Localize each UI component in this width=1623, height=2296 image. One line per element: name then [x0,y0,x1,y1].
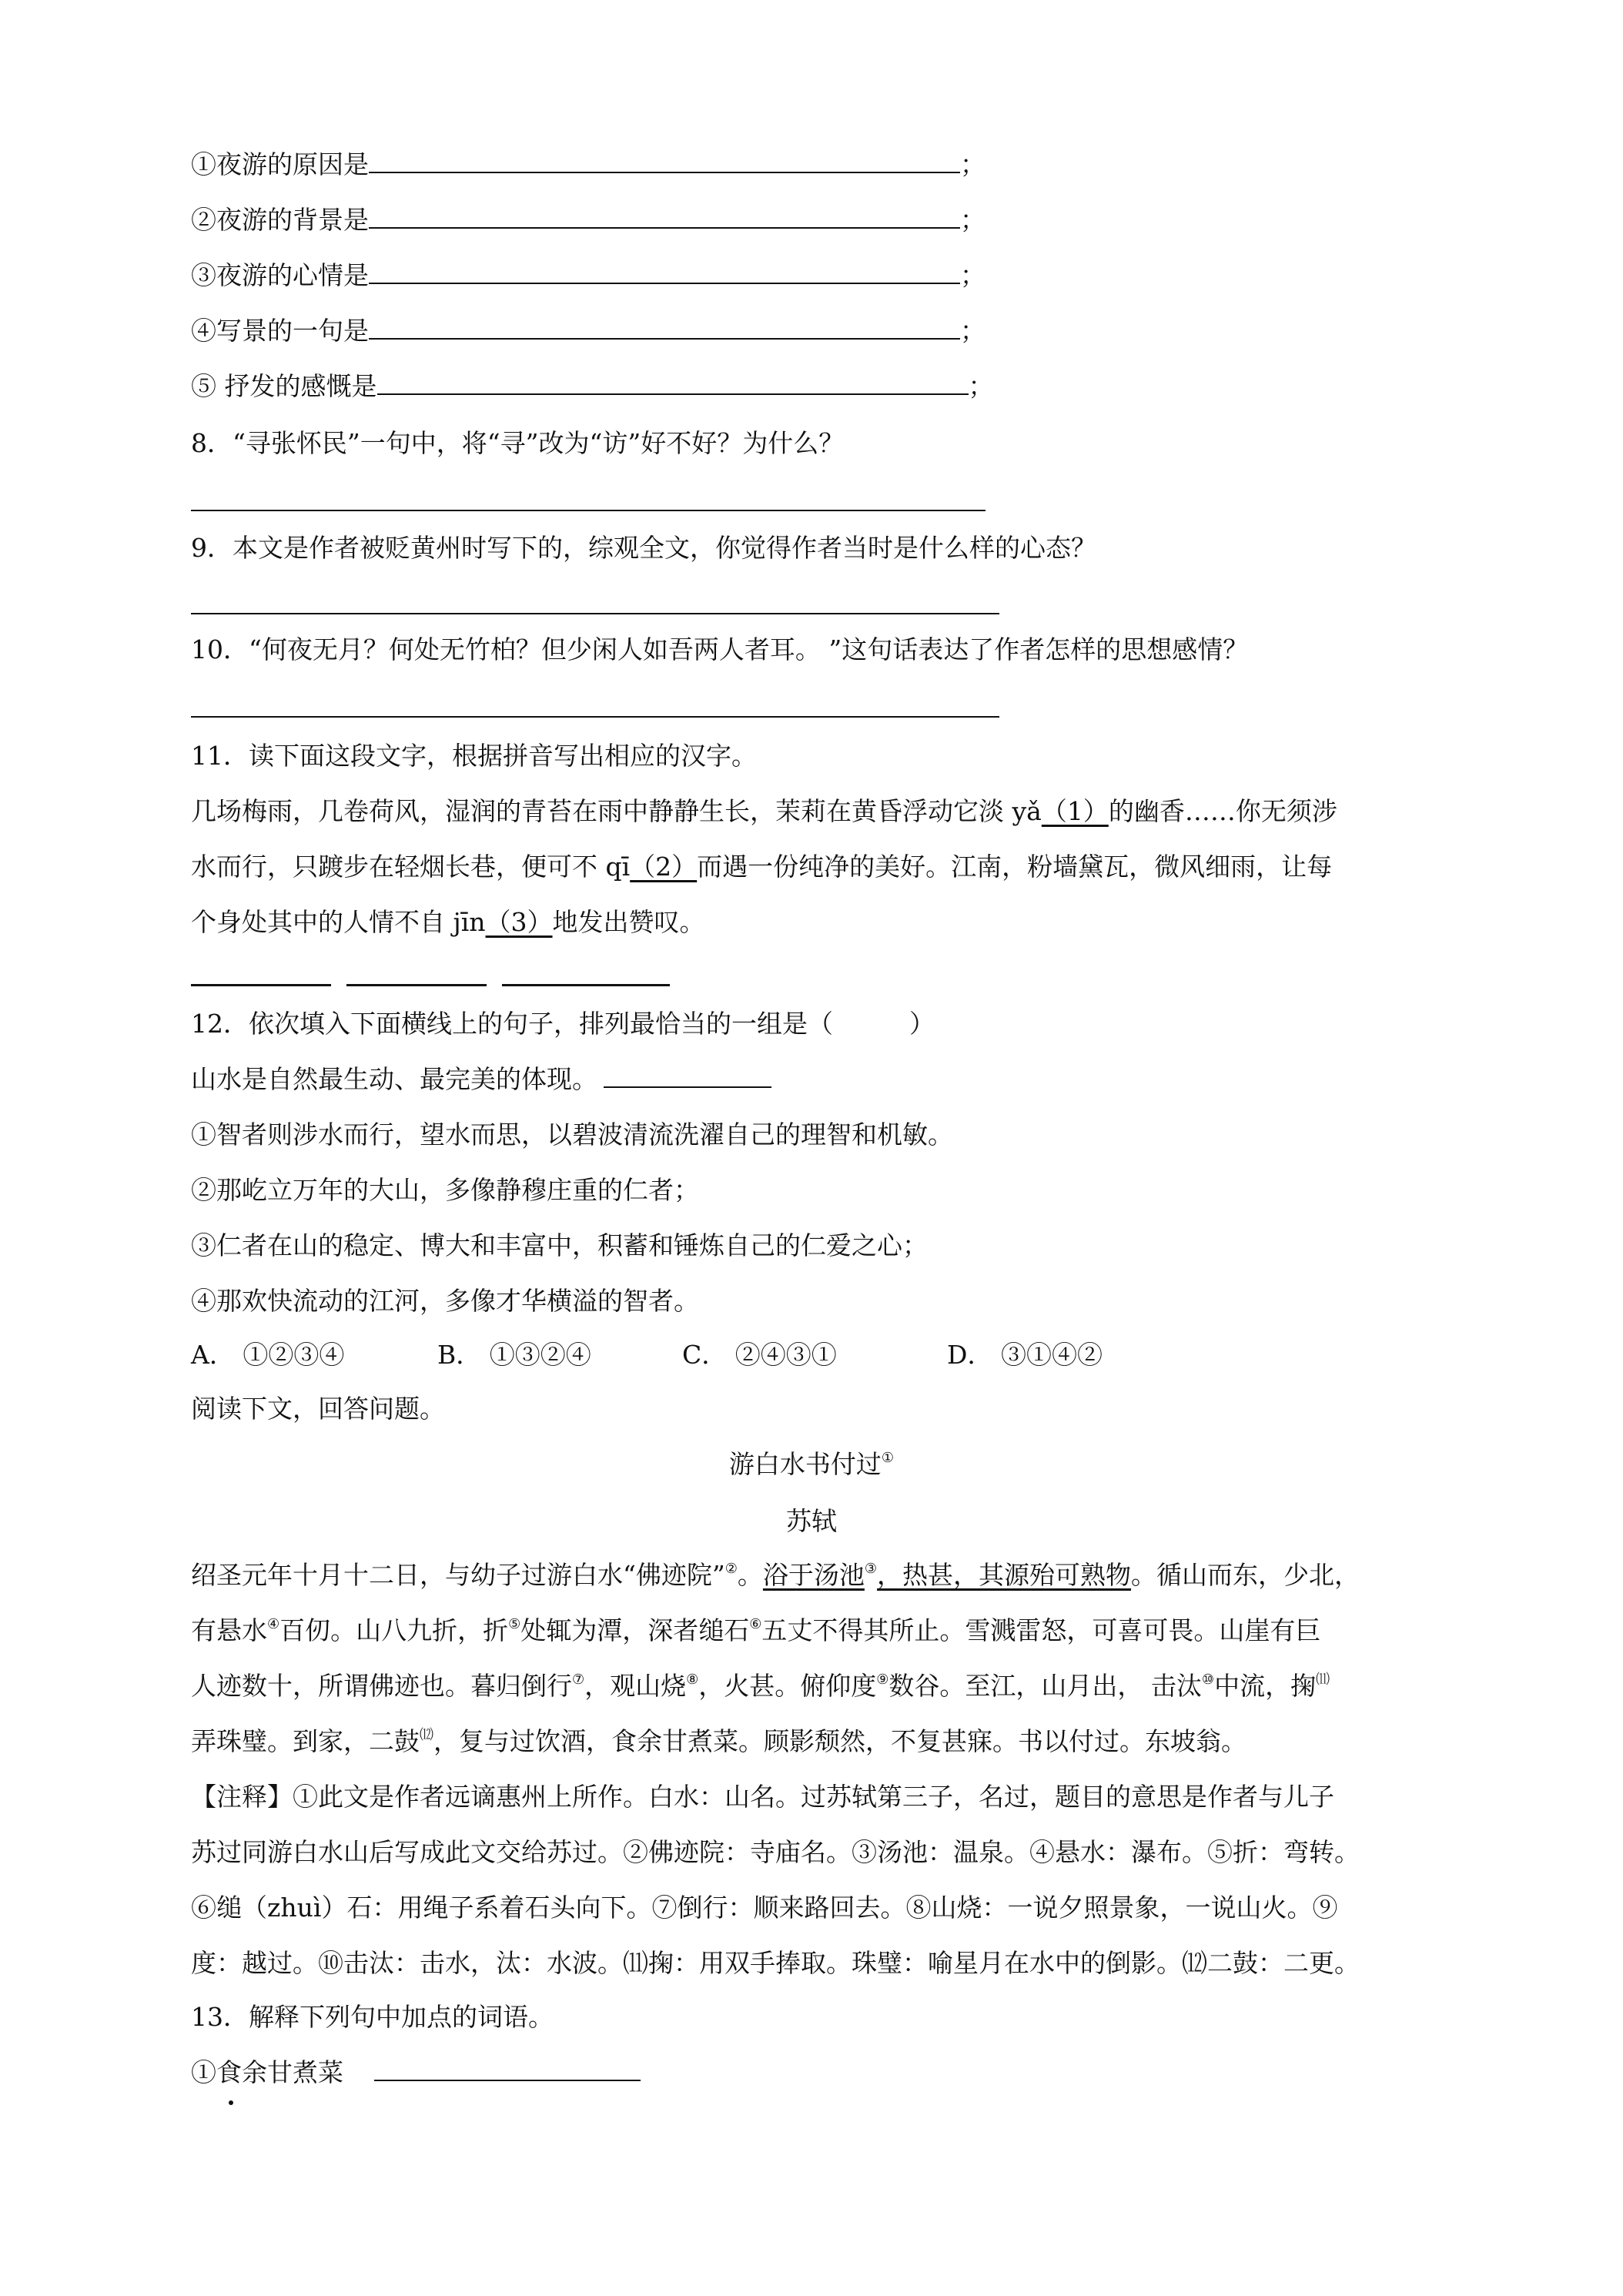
q7-item-2 [191,203,986,237]
passage-text: 数谷。至江，山月出， 击汰 [888,1671,1202,1701]
q7-item-2-label: ②夜游的背景是 [191,205,369,235]
q7-item-3-label: ③夜游的心情是 [191,260,369,290]
q11-blank-1[interactable]: （1） [1041,796,1109,826]
note-marker: ⑨ [876,1672,889,1688]
notes-line-4: 度：越过。⑩击汰：击水，汰：水波。⑾掬：用双手捧取。珠璧：喻星月在水中的倒影。⑿二鼓：二更。 [191,1948,1360,1978]
answer-blank[interactable] [377,370,969,395]
q11-text: 而遇一份纯净的美好。江南，粉墙黛瓦，微风细雨，让每 [697,852,1333,882]
q7-item-4 [191,314,986,348]
passage-line-1 [191,1558,1360,1592]
q7-item-4-label: ④写景的一句是 [191,316,369,346]
note-marker: ② [724,1561,738,1577]
passage-underlined: 浴于汤池 [762,1560,865,1590]
q7-item-1-end: ； [960,149,986,179]
q12-lead-text: 山水是自然最生动、最完美的体现。 [191,1064,597,1094]
note-marker: ⑥ [749,1616,762,1632]
q10-answer-line[interactable] [191,716,999,718]
passage-text: 人迹数十，所谓佛迹也。暮归倒行 [191,1671,572,1701]
emphasis-dot [229,2100,233,2105]
q8-answer-line[interactable] [191,510,986,511]
q10-text: 10．“何夜无月？何处无竹柏？但少闲人如吾两人者耳。 ”这句话表达了作者怎样的思想感情？ [191,634,1249,664]
q12-option-b[interactable]: B． ①③②④ [437,1340,591,1370]
passage-title-text: 游白水书付过 [728,1449,882,1479]
answer-blank[interactable] [369,259,960,284]
q13-item-1 [191,2056,641,2090]
q8-text: 8．“寻张怀民”一句中，将“寻”改为“访”好不好？为什么？ [191,428,845,458]
q12-title: 12．依次填入下面横线上的句子，排列最恰当的一组是（ ） [191,1009,935,1039]
q11-passage-line-3 [191,905,705,939]
q12-item-3: ③仁者在山的稳定、博大和丰富中，积蓄和锤炼自己的仁爱之心； [191,1230,928,1260]
q9-text: 9．本文是作者被贬黄州时写下的，综观全文，你觉得作者当时是什么样的心态？ [191,533,1096,563]
answer-blank[interactable] [369,204,960,229]
q12-option-c[interactable]: C． ②④③① [682,1340,837,1370]
notes-line-3: ⑥缒（zhuì）石：用绳子系着石头向下。⑦倒行：顺来路回去。⑧山烧：一说夕照景象，一说山火。⑨ [191,1893,1338,1923]
q9-answer-line[interactable] [191,613,999,614]
q11-text: 几场梅雨，几卷荷风，湿润的青苔在雨中静静生长，茉莉在黄昏浮动它淡 yǎ [191,796,1042,826]
q7-item-2-end: ； [960,205,986,235]
notes-line-1: 【注释】①此文是作者远谪惠州上所作。白水：山名。过苏轼第三子，名过，题目的意思是作者与儿子 [191,1782,1334,1812]
note-marker: ⑿ [420,1727,433,1743]
note-marker: ③ [864,1561,878,1577]
note-marker: ① [881,1450,895,1466]
q12-answer-blank[interactable] [604,1063,771,1088]
q11-answer-line-3[interactable] [502,984,670,986]
q7-item-5 [191,370,994,403]
q7-item-3 [191,259,986,293]
passage-title [0,1448,1623,1481]
q13-title: 13．解释下列句中加点的词语。 [191,2002,554,2032]
q11-answer-line-1[interactable] [191,984,331,986]
q11-answer-line-2[interactable] [346,984,487,986]
passage-text: 绍圣元年十月十二日，与幼子过游白水“佛迹院” [191,1560,725,1590]
q7-item-5-end: ； [968,371,994,401]
q12-item-1: ①智者则涉水而行，望水而思，以碧波清流洗濯自己的理智和机敏。 [191,1120,953,1150]
passage-text: 有悬水 [191,1615,267,1645]
passage-line-4 [191,1725,1247,1759]
q11-blank-2[interactable]: （2） [630,852,698,882]
q13-item-1-text: ①食余甘煮菜 [191,2057,343,2087]
note-marker: ⑩ [1201,1672,1215,1688]
passage-text: 。循山而东，少北， [1131,1560,1360,1590]
q12-option-d[interactable]: D． ③①④② [947,1340,1103,1370]
note-marker: ⑦ [572,1672,585,1688]
q11-text: 水而行，只踱步在轻烟长巷，便可不 qī [191,852,631,882]
note-marker: ⑧ [686,1672,699,1688]
note-marker: ④ [267,1616,280,1632]
passage-text: 五丈不得其所止。雪溅雷怒，可喜可畏。山崖有巨 [761,1615,1321,1645]
q7-item-1-label: ①夜游的原因是 [191,149,369,179]
q11-text: 的幽香……你无须涉 [1108,796,1337,826]
reading-intro: 阅读下文，回答问题。 [191,1394,445,1424]
passage-text: 处辄为潭，深者缒石 [520,1615,750,1645]
q7-item-5-label: ⑤ 抒发的感慨是 [191,371,377,401]
q11-title: 11．读下面这段文字，根据拼音写出相应的汉字。 [191,741,757,771]
q11-passage-line-2 [191,850,1332,884]
passage-text: 。 [737,1560,763,1590]
passage-author: 苏轼 [786,1506,837,1536]
passage-text: 弄珠璧。到家，二鼓 [191,1726,420,1756]
passage-text: ，火甚。俯仰度 [698,1671,877,1701]
passage-text: ，复与过饮酒，食余甘煮菜。顾影颓然，不复甚寐。书以付过。东坡翁。 [433,1726,1247,1756]
q7-item-4-end: ； [960,316,986,346]
passage-underlined: ，热甚，其源殆可熟物 [877,1560,1132,1590]
passage-line-2 [191,1614,1320,1648]
q12-option-a[interactable]: A． ①②③④ [191,1340,345,1370]
q7-item-1 [191,148,986,182]
passage-text: 百仞。山八九折，折 [279,1615,509,1645]
note-marker: ⑤ [508,1616,521,1632]
q11-blank-3[interactable]: （3） [485,907,553,937]
answer-blank[interactable] [369,315,960,340]
q11-passage-line-1 [191,795,1337,828]
q11-text: 个身处其中的人情不自 jīn [191,907,486,937]
q7-item-3-end: ； [960,260,986,290]
q12-lead [191,1063,771,1096]
passage-text: 中流，掬 [1214,1671,1317,1701]
q12-options [191,1338,1103,1372]
q11-text: 地发出赞叹。 [552,907,705,937]
passage-text: ，观山烧 [584,1671,687,1701]
passage-line-3 [191,1669,1330,1703]
q13-answer-blank[interactable] [374,2057,641,2081]
answer-blank[interactable] [369,149,960,173]
q12-item-2: ②那屹立万年的大山，多像静穆庄重的仁者； [191,1175,699,1205]
notes-line-2: 苏过同游白水山后写成此文交给苏过。②佛迹院：寺庙名。③汤池：温泉。④悬水：瀑布。⑤折：弯转。 [191,1837,1360,1867]
q12-item-4: ④那欢快流动的江河，多像才华横溢的智者。 [191,1286,699,1316]
note-marker: ⑾ [1316,1672,1330,1688]
